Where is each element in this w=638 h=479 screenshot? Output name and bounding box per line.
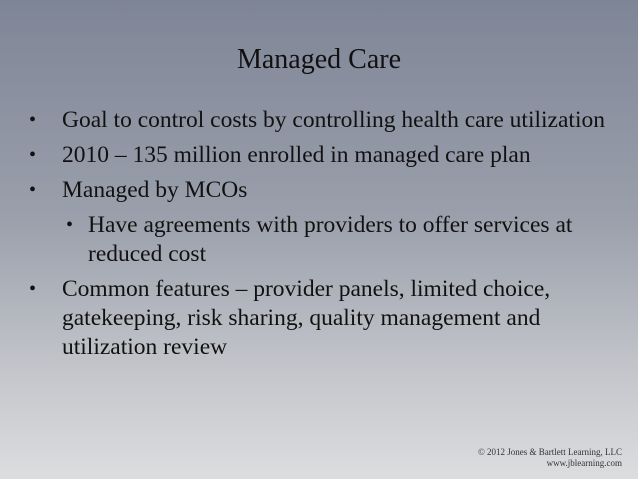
bullet-icon: • (66, 214, 74, 236)
sub-bullet-item (20, 211, 620, 269)
bullet-icon: • (29, 179, 37, 201)
bullet-item (20, 141, 620, 170)
bullet-item (20, 275, 620, 362)
sub-bullet-text: Have agreements with providers to offer services at reduced cost (88, 212, 573, 267)
copyright-line: © 2012 Jones & Bartlett Learning, LLC (477, 447, 622, 457)
bullet-text: Goal to control costs by controlling health care utilization (62, 107, 605, 133)
bullet-icon: • (29, 109, 37, 131)
bullet-text: 2010 – 135 million enrolled in managed care plan (62, 142, 531, 168)
bullet-text: Managed by MCOs (62, 177, 248, 203)
bullet-item (20, 106, 620, 135)
copyright-notice (478, 447, 622, 469)
bullet-list (20, 106, 620, 368)
copyright-url: www.jblearning.com (546, 458, 622, 468)
slide-title: Managed Care (236, 44, 402, 75)
bullet-icon: • (29, 278, 37, 300)
bullet-item (20, 176, 620, 205)
bullet-text: Common features – provider panels, limited choice, gatekeeping, risk sharing, quality management and utilization review (62, 276, 551, 360)
bullet-icon: • (29, 144, 37, 166)
